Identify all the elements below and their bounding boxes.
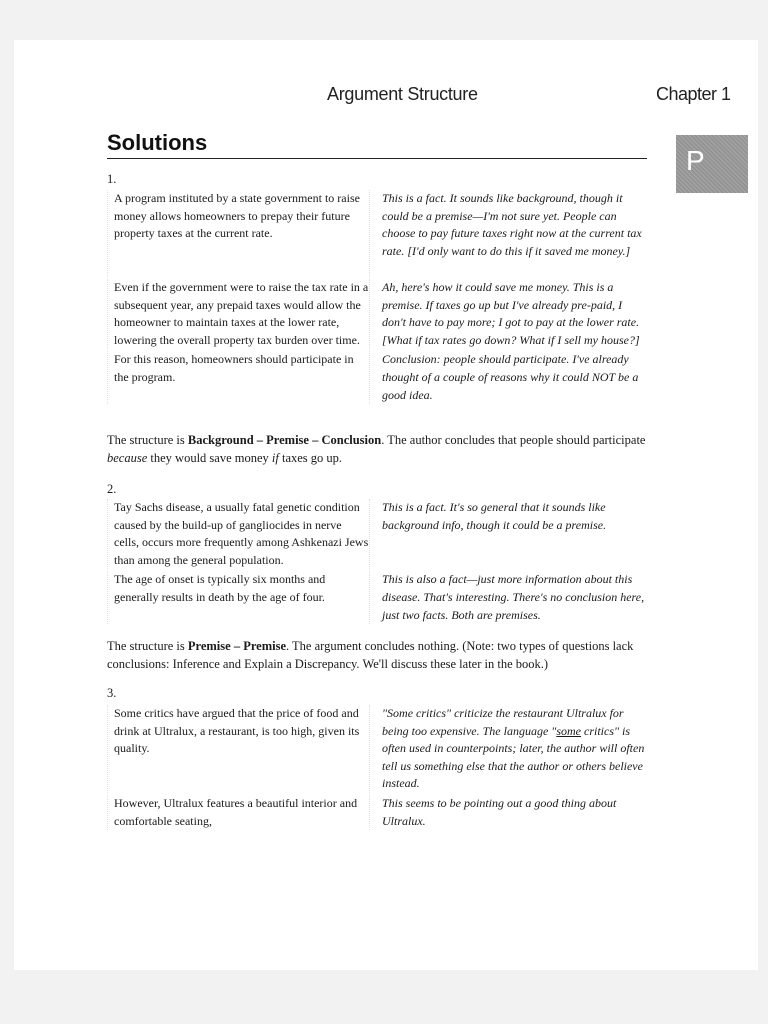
argument-text: Some critics have argued that the price of food and drink at Ultralux, a restaurant, is too high, given its quality. xyxy=(107,705,369,793)
table-row xyxy=(107,190,645,277)
section-title: Solutions xyxy=(107,130,208,155)
analysis-text: Conclusion: people should participate. I've already thought of a couple of reasons why it could NOT be a good idea. xyxy=(369,351,645,404)
table-row xyxy=(107,351,645,404)
problem-number: 3. xyxy=(107,686,117,700)
title-rule xyxy=(107,158,647,159)
argument-table xyxy=(107,190,645,404)
argument-table xyxy=(107,705,645,830)
table-row xyxy=(107,795,645,830)
structure-summary: The structure is Premise – Premise. The argument concludes nothing. (Note: two types of questions lack conclusions: Inference and Explain a Discrepancy. We'll discuss these later in the book.) xyxy=(107,639,634,671)
table-row xyxy=(107,499,645,569)
analysis-text: Ah, here's how it could save me money. This is a premise. If taxes go up but I've already pre-paid, I don't have to pay more; I got to pay at the lower rate. [What if tax rates go down? What if I sell my house?] xyxy=(369,279,645,349)
argument-text: A program instituted by a state government to raise money allows homeowners to prepay their future property taxes at the current rate. xyxy=(107,190,369,277)
analysis-text: "Some critics" criticize the restaurant Ultralux for being too expensive. The language "some critics" is often used in counterpoints; later, the author will often tell us something else that the author or others believe instead. xyxy=(369,705,645,793)
table-row xyxy=(107,279,645,349)
analysis-text: This is a fact. It sounds like background, though it could be a premise—I'm not sure yet. People can choose to pay future taxes right now at the current tax rate. [I'd only want to do this if it saved me money.] xyxy=(369,190,645,277)
table-row xyxy=(107,705,645,793)
argument-text: The age of onset is typically six months and generally results in death by the age of four. xyxy=(107,571,369,624)
analysis-text: This is also a fact—just more information about this disease. That's interesting. There's no conclusion here, just two facts. Both are premises. xyxy=(369,571,645,624)
structure-summary: The structure is Background – Premise – Conclusion. The author concludes that people should participate because they would save money if taxes go up. xyxy=(107,433,646,465)
problem-number: 2. xyxy=(107,482,117,496)
argument-table xyxy=(107,499,645,624)
analysis-text: This is a fact. It's so general that it sounds like background info, though it could be a premise. xyxy=(369,499,645,569)
analysis-text: This seems to be pointing out a good thing about Ultralux. xyxy=(369,795,645,830)
argument-text: For this reason, homeowners should participate in the program. xyxy=(107,351,369,404)
section-tab xyxy=(676,135,748,193)
argument-text: However, Ultralux features a beautiful interior and comfortable seating, xyxy=(107,795,369,830)
tab-letter: P xyxy=(686,145,705,176)
chapter-label: Chapter 1 xyxy=(656,84,731,104)
argument-text: Even if the government were to raise the tax rate in a subsequent year, any prepaid taxes would allow the homeowner to maintain taxes at the lower rate, lowering the overall property tax burden over time. xyxy=(107,279,369,349)
running-title: Argument Structure xyxy=(327,84,478,104)
argument-text: Tay Sachs disease, a usually fatal genetic condition caused by the build-up of gangliocides in nerve cells, occurs more frequently among Ashkenazi Jews than among the general population. xyxy=(107,499,369,569)
problem-number: 1. xyxy=(107,172,117,186)
table-row xyxy=(107,571,645,624)
